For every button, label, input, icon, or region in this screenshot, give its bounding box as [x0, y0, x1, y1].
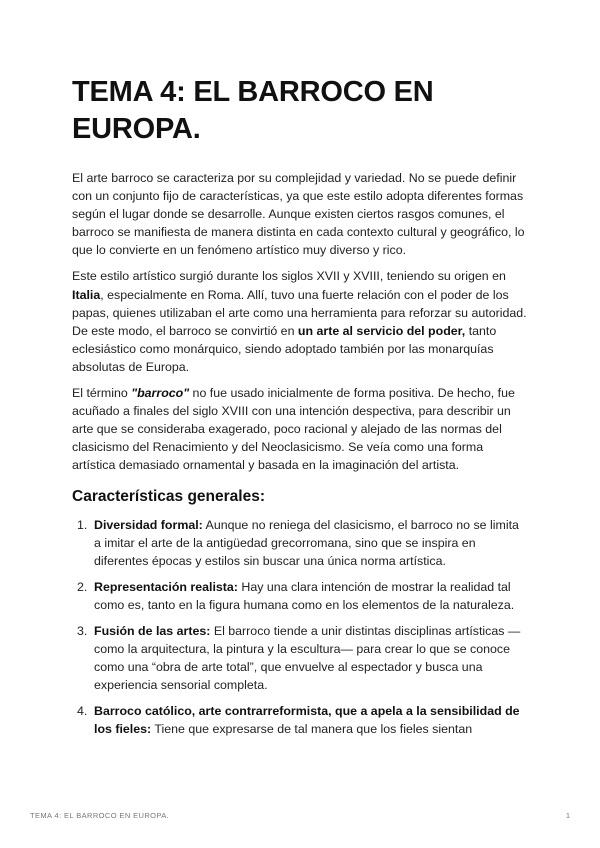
list-item-bold: Fusión de las artes: — [94, 623, 211, 638]
section-heading: Características generales: — [72, 487, 266, 505]
origin-bold-poder: un arte al servicio del poder, — [297, 323, 466, 338]
list-item — [72, 516, 528, 570]
list-item-text: Tiene que expresarse de tal manera que los fieles sientan — [151, 722, 473, 737]
origin-bold-italia: Italia — [72, 287, 101, 302]
list-item-text: Hay una clara intención de mostrar la realidad tal como es, tanto en la figura humana como en los elementos de la naturaleza. — [94, 579, 515, 612]
origin-text-1: Este estilo artístico surgió durante los siglos XVII y XVIII, teniendo su origen en — [72, 269, 506, 284]
list-item-bold: Diversidad formal: — [94, 517, 203, 532]
list-item-text: Aunque no reniega del clasicismo, el barroco no se limita a imitar el arte de la antigüedad grecorromana, sino que se inspira en diferentes épocas y estilos sin buscar una única norma artística. — [94, 517, 519, 568]
list-number: 4. — [77, 704, 88, 719]
footer-title: TEMA 4: EL BARROCO EN EUROPA. — [30, 811, 170, 820]
list-item — [72, 702, 528, 738]
page-title: TEMA 4: EL BARROCO EN EUROPA. — [72, 76, 434, 145]
list-item-text: El barroco tiende a unir distintas disciplinas artísticas —como la arquitectura, la pintura y la escultura— para crear lo que se conoce como una “obra de arte total”, que envuelve al espectador y busca una experiencia sensorial completa. — [94, 623, 521, 693]
term-text-1: El término — [72, 386, 132, 401]
characteristics-list — [72, 516, 528, 739]
list-number: 2. — [77, 579, 88, 594]
page-number: 1 — [565, 811, 570, 820]
list-number: 1. — [77, 517, 88, 532]
list-item — [72, 622, 528, 694]
origin-text-3: tanto eclesiástico como monárquico, siendo adoptado también por las monarquías absolutas de Europa. — [72, 323, 497, 374]
term-barroco-emphasis: "barroco" — [131, 386, 190, 401]
term-paragraph — [72, 384, 528, 474]
list-item-bold: Representación realista: — [94, 579, 238, 594]
term-text-2: no fue usado inicialmente de forma positiva. De hecho, fue acuñado a finales del siglo XVIII con una intención despectiva, para describir un arte que se consideraba exagerado, poco racional y alejado de las normas del clasicismo del Renacimiento y del Neoclasicismo. Se veía como una forma artística demasiado ornamental y basada en la imaginación del artista. — [72, 386, 515, 473]
document-body — [72, 169, 528, 747]
list-number: 3. — [77, 623, 88, 638]
list-item — [72, 578, 528, 614]
intro-paragraph: El arte barroco se caracteriza por su complejidad y variedad. No se puede definir con un conjunto fijo de características, ya que este estilo adopta diferentes formas según el lugar donde se desarrolle. Aunque existen ciertos rasgos comunes, el barroco se manifiesta de manera distinta en cada contexto cultural y geográfico, lo que lo convierte en un fenómeno artístico muy diverso y rico. — [72, 171, 525, 258]
origin-text-2: , especialmente en Roma. Allí, tuvo una fuerte relación con el poder de los papas, quienes utilizaban el arte como una herramienta para reforzar su autoridad. De este modo, el barroco se convirtió en — [72, 287, 527, 338]
list-item-bold: Barroco católico, arte contrarreformista, que a apela a la sensibilidad de los fieles: — [94, 704, 520, 737]
origin-paragraph — [72, 267, 528, 376]
